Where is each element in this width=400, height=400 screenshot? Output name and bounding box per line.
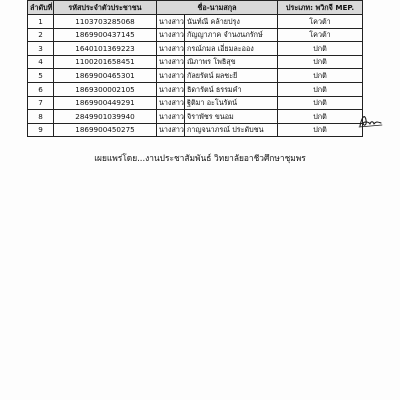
cell-order: 9 (28, 123, 54, 137)
cell-type: ปกติ (278, 96, 363, 110)
header-order: ลำดับที่ (28, 1, 54, 15)
table-row (28, 55, 363, 69)
cell-citizen-id: 1869300002105 (54, 82, 157, 96)
cell-order: 1 (28, 15, 54, 29)
cell-order: 2 (28, 28, 54, 42)
cell-type: ปกติ (278, 110, 363, 124)
handwritten-signature (357, 112, 383, 130)
cell-type: โควต้า (278, 28, 363, 42)
header-full-name: ชื่อ-นามสกุล (157, 1, 278, 15)
cell-name: กัลยรัตน์ ผลชะยี (185, 69, 278, 83)
cell-type: ปกติ (278, 55, 363, 69)
table-row (28, 82, 363, 96)
cell-order: 4 (28, 55, 54, 69)
cell-citizen-id: 2849901039940 (54, 110, 157, 124)
cell-order: 5 (28, 69, 54, 83)
cell-type: ปกติ (278, 42, 363, 56)
table-row (28, 15, 363, 29)
published-by-note: เผยแพร่โดย...งานประชาสัมพันธ์ วิทยาลัยอาชีวศึกษาชุมพร (94, 153, 306, 163)
table-row (28, 123, 363, 137)
cell-citizen-id: 1869900465301 (54, 69, 157, 83)
cell-citizen-id: 1869900450275 (54, 123, 157, 137)
cell-citizen-id: 1869900449291 (54, 96, 157, 110)
cell-name: นันท์ณี คล้ายปรุง (185, 15, 278, 29)
cell-type: ปกติ (278, 82, 363, 96)
table-header-row (28, 1, 363, 15)
cell-prefix: นางสาว (157, 42, 185, 56)
cell-citizen-id: 1869900437145 (54, 28, 157, 42)
student-list-table (27, 0, 363, 137)
cell-prefix: นางสาว (157, 82, 185, 96)
cell-order: 8 (28, 110, 54, 124)
table-row (28, 28, 363, 42)
cell-type: โควต้า (278, 15, 363, 29)
table-row (28, 96, 363, 110)
cell-prefix: นางสาว (157, 123, 185, 137)
cell-prefix: นางสาว (157, 55, 185, 69)
cell-order: 3 (28, 42, 54, 56)
cell-prefix: นางสาว (157, 69, 185, 83)
cell-citizen-id: 1100201658451 (54, 55, 157, 69)
cell-type: ปกติ (278, 123, 363, 137)
cell-name: กาญจนาภรณ์ ประดับชน (185, 123, 278, 137)
cell-citizen-id: 1103703285068 (54, 15, 157, 29)
cell-citizen-id: 1640101369223 (54, 42, 157, 56)
cell-name: กัญญาภาค จำนงนภรักษ์ (185, 28, 278, 42)
cell-name: ธิดารัตน์ ธรรมคำ (185, 82, 278, 96)
cell-prefix: นางสาว (157, 28, 185, 42)
cell-order: 7 (28, 96, 54, 110)
table-row (28, 69, 363, 83)
table-row (28, 110, 363, 124)
cell-prefix: นางสาว (157, 15, 185, 29)
cell-name: จิราพัชร ขนอม (185, 110, 278, 124)
cell-name: ณิภาพร โพธิสุข (185, 55, 278, 69)
cell-name: ฐิติมา อะโนรัตน์ (185, 96, 278, 110)
header-type: ประเภท: พวิกจี MEP. (278, 1, 363, 15)
cell-type: ปกติ (278, 69, 363, 83)
cell-name: กรณ์กมล เอี่ยมละออง (185, 42, 278, 56)
cell-prefix: นางสาว (157, 96, 185, 110)
cell-order: 6 (28, 82, 54, 96)
header-citizen-id: รหัสประจำตัวประชาชน (54, 1, 157, 15)
table-row (28, 42, 363, 56)
cell-prefix: นางสาว (157, 110, 185, 124)
